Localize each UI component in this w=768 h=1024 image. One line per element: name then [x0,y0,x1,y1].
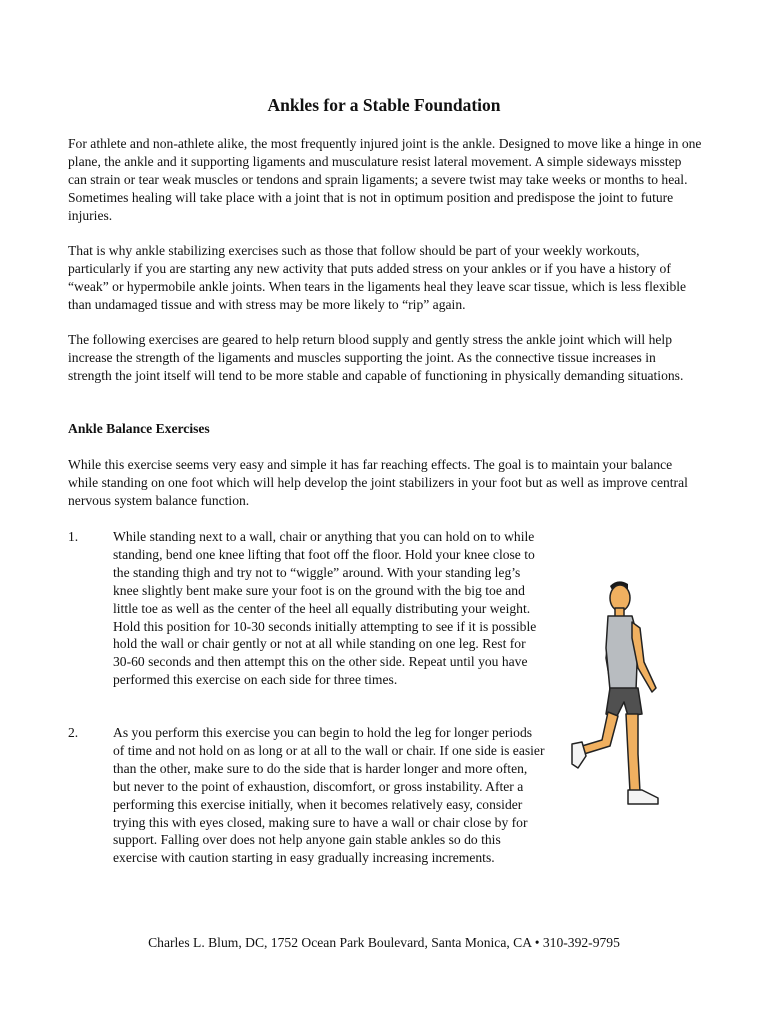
head-shape [610,585,630,611]
balance-exercise-illustration [566,578,666,808]
footer-contact: Charles L. Blum, DC, 1752 Ocean Park Boulevard, Santa Monica, CA • 310-392-9795 [148,935,620,950]
section-heading: Ankle Balance Exercises [68,421,210,436]
list-item-number: 1. [68,529,79,544]
standing-shoe-shape [628,790,658,804]
raised-leg-shape [582,712,618,754]
page-title: Ankles for a Stable Foundation [267,95,501,115]
section-intro-paragraph: While this exercise seems very easy and simple it has far reaching effects. The goal is to maintain your balance while standing on one foot which will help develop the joint stabilizers in your foot but as well as improve central nervous system balance function. [68,457,688,508]
list-item-text: As you perform this exercise you can begin to hold the leg for longer periods of time and not hold on as long or at all to the wall or chair. If one side is easier than the other, make sure to do the side that is harder longer and more often, but never to the point of exhaustion, discomfort, or gross instability. After a performing this exercise initially, when it becomes relatively easy, consider trying this with eyes closed, making sure to have a wall or chair close by for support. Falling over does not help anyone gain stable ankles so do this exercise with caution starting in easy gradually increasing increments. [113,725,545,866]
standing-leg-shape [626,714,640,792]
man-figure [572,581,658,804]
list-item-number: 2. [68,725,79,740]
exercises-paragraph: The following exercises are geared to help return blood supply and gently stress the ankle joint which will help increase the strength of the ligaments and muscles supporting the joint. As the connective tissue increases in strength the joint itself will tend to be more stable and capable of functioning in physically demanding situations. [68,332,684,383]
intro-paragraph: For athlete and non-athlete alike, the most frequently injured joint is the ankle. Designed to move like a hinge in one plane, the ankle and it supporting ligaments and musculature resist lateral movement. A simple sideways misstep can strain or tear weak muscles or tendons and sprain ligaments; a severe twist may take weeks or months to heal. Sometimes healing will take place with a joint that is not in optimum position and predispose the joint to future injuries. [68,136,702,223]
list-item-text: While standing next to a wall, chair or anything that you can hold on to while standing, bend one knee lifting that foot off the floor. Hold your knee close to the standing thigh and try not to “wiggle” around. With your standing leg’s knee slightly bent make sure your foot is on the ground with the big toe and little toe as well as the center of the heel all equally distributing your weight. Hold this position for 10-30 seconds initially attempting to see if it is possible hold the wall or chair gently or not at all while standing on one leg. Rest for 30-60 seconds and then attempt this on the other side. Repeat until you have performed this exercise on each side for three times. [113,529,537,688]
stabilizing-paragraph: That is why ankle stabilizing exercises such as those that follow should be part of your weekly workouts, particularly if you are starting any new activity that puts added stress on your ankles or if you have a history of “weak” or hypermobile ankle joints. When tears in the ligaments heal they leave scar tissue, which is less flexible than undamaged tissue and with stress may be more likely to “rip” again. [68,243,687,312]
